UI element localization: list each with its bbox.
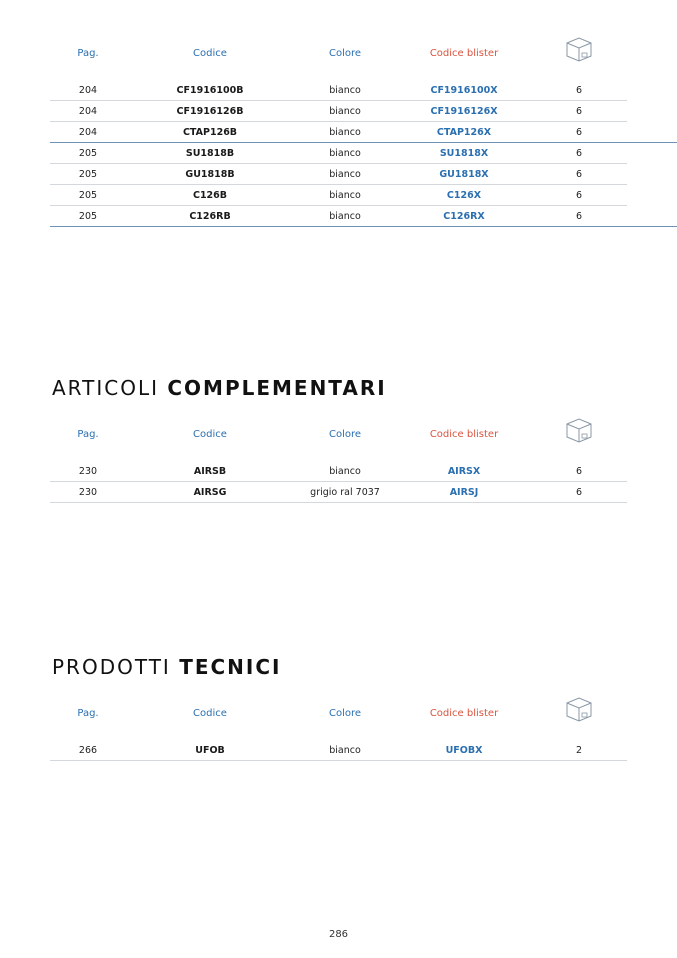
cell-colore: bianco [329,106,361,117]
cell-pag: 204 [78,106,98,117]
cell-colore: bianco [329,127,361,138]
header-blister: Codice blister [429,429,499,440]
cell-blister: C126X [446,190,482,201]
header-blister: Codice blister [429,708,499,719]
cell-qty: 2 [575,745,583,756]
table-row [50,185,627,206]
cell-pag: 230 [78,466,98,477]
table-articoli [50,423,627,503]
header-blister: Codice blister [429,48,499,59]
cell-qty: 6 [575,85,583,96]
cell-pag: 266 [78,745,98,756]
cell-pag: 205 [78,211,98,222]
cell-blister: AIRSX [447,466,481,477]
header-codice: Codice [193,708,227,719]
table-row [50,461,627,482]
header-colore: Colore [328,429,362,440]
table-header [50,702,627,740]
header-colore: Colore [328,48,362,59]
table-prodotti [50,702,627,761]
title-bold: TECNICI [179,655,282,679]
cell-colore: bianco [329,211,361,222]
cell-pag: 205 [78,190,98,201]
header-pag: Pag. [77,429,99,440]
cell-qty: 6 [575,106,583,117]
cell-codice: UFOB [195,745,225,756]
box-icon [565,417,593,443]
cell-blister: CF1916100X [430,85,498,96]
cell-qty: 6 [575,127,583,138]
cell-blister: UFOBX [445,745,483,756]
cell-codice: AIRSG [193,487,227,498]
table-row [50,143,627,164]
cell-colore: bianco [329,190,361,201]
cell-qty: 6 [575,487,583,498]
cell-codice: CTAP126B [182,127,238,138]
cell-blister: GU1818X [439,169,489,180]
table-header [50,423,627,461]
cell-colore: bianco [329,466,361,477]
box-icon [565,36,593,62]
cell-codice: AIRSB [193,466,227,477]
header-pag: Pag. [77,48,99,59]
header-codice: Codice [193,429,227,440]
cell-codice: CF1916100B [176,85,244,96]
cell-pag: 204 [78,85,98,96]
cell-codice: GU1818B [185,169,235,180]
cell-pag: 204 [78,127,98,138]
title-bold: COMPLEMENTARI [167,376,387,400]
cell-colore: bianco [329,148,361,159]
cell-qty: 6 [575,466,583,477]
cell-codice: CF1916126B [176,106,244,117]
section-title-prodotti [52,655,281,679]
cell-colore: bianco [329,745,361,756]
table-row [50,482,627,503]
page-number: 286 [328,929,349,940]
cell-codice: SU1818B [185,148,235,159]
cell-pag: 205 [78,148,98,159]
table-row [50,80,627,101]
cell-qty: 6 [575,190,583,201]
cell-pag: 205 [78,169,98,180]
cell-blister: C126RX [443,211,485,222]
cell-codice: C126RB [189,211,231,222]
cell-pag: 230 [78,487,98,498]
title-light: PRODOTTI [52,655,171,679]
cell-colore: bianco [329,85,361,96]
cell-blister: SU1818X [439,148,489,159]
cell-blister: AIRSJ [449,487,479,498]
table-row [50,164,627,185]
cell-colore: grigio ral 7037 [310,487,380,498]
cell-codice: C126B [192,190,228,201]
cell-qty: 6 [575,211,583,222]
table-row [50,101,627,122]
cell-blister: CTAP126X [436,127,492,138]
table-row [50,122,677,143]
header-pag: Pag. [77,708,99,719]
cell-qty: 6 [575,169,583,180]
title-light: ARTICOLI [52,376,159,400]
table-header [50,42,627,80]
cell-qty: 6 [575,148,583,159]
section-title-articoli [52,376,387,400]
table-main [50,42,627,227]
box-icon [565,696,593,722]
header-colore: Colore [328,708,362,719]
table-row [50,206,677,227]
cell-blister: CF1916126X [430,106,498,117]
header-codice: Codice [193,48,227,59]
cell-colore: bianco [329,169,361,180]
table-row [50,740,627,761]
